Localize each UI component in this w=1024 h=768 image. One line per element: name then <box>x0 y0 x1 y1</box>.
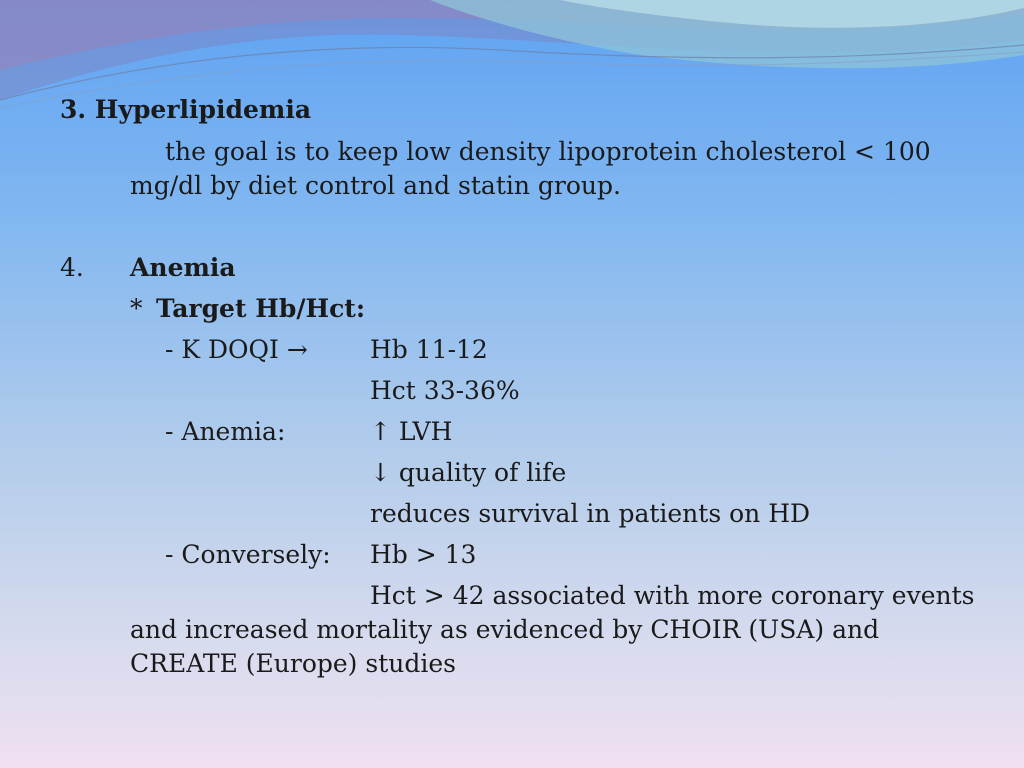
section3-text-line1: the goal is to keep low density lipoprotein cholesterol < 100 <box>165 137 931 166</box>
anemia-lvh: ↑ LVH <box>370 417 453 446</box>
section3-heading: 3. Hyperlipidemia <box>60 95 312 124</box>
conversely-label: - Conversely: <box>165 540 331 569</box>
section4-heading: Anemia <box>130 253 236 282</box>
conversely-line3: CREATE (Europe) studies <box>130 649 456 678</box>
anemia-label: - Anemia: <box>165 417 286 446</box>
bullet-marker: * <box>130 294 143 323</box>
section3-text-line2: mg/dl by diet control and statin group. <box>130 171 621 200</box>
section4-number: 4. <box>60 253 84 282</box>
kdoqi-label: - K DOQI → <box>165 335 308 364</box>
kdoqi-hct-value: Hct 33-36% <box>370 376 520 405</box>
conversely-hb: Hb > 13 <box>370 540 477 569</box>
conversely-line2: and increased mortality as evidenced by CHOIR (USA) and <box>130 615 880 644</box>
conversely-hct: Hct > 42 associated with more coronary events <box>370 581 975 610</box>
kdoqi-hb-value: Hb 11-12 <box>370 335 488 364</box>
target-label: Target Hb/Hct: <box>156 294 366 323</box>
anemia-quality-of-life: ↓ quality of life <box>370 458 567 487</box>
anemia-survival: reduces survival in patients on HD <box>370 499 811 528</box>
